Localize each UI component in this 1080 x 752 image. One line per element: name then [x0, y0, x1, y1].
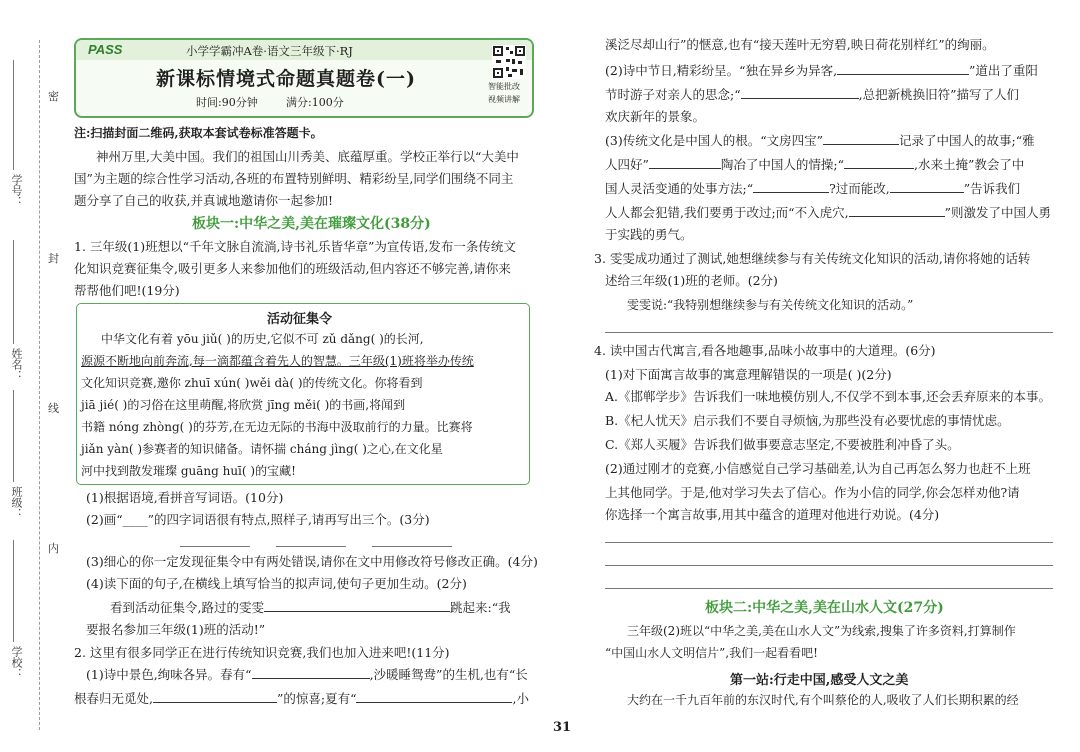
notice-line: 书籍 nóng zhòng( )的芬芳,在无边无际的书海中汲取前行的力量。比赛将 [81, 420, 473, 434]
school-line [13, 540, 14, 642]
option-a: A.《邯郸学步》告诉我们一味地模仿别人,不仅学不到本事,还会丢弃原来的本事。 [605, 389, 1051, 404]
notice-line: 源源不断地向前奔流,每一滴都蕴含着先人的智慧。三年级(1)班将举办传统 [81, 354, 474, 368]
poem-prompt: 节时游子对亲人的思念;“ ,总把新桃换旧符”描写了人们 [605, 84, 1019, 106]
answer-blank[interactable] [356, 688, 512, 703]
quote: 雯雯说:“我特别想继续参与有关传统文化知识的活动。” [627, 298, 914, 312]
qr-caption-video: 视频讲解 [488, 95, 520, 104]
culture-prompt: (3)传统文化是中国人的根。“文房四宝” 记录了中国人的故事;“雅 [605, 130, 1035, 152]
station-heading: 第一站:行走中国,感受人文之美 [730, 673, 909, 688]
culture-line: 于实践的勇气。 [605, 227, 693, 242]
class-line [13, 390, 14, 482]
page-number: 31 [553, 720, 572, 735]
subquestion: (1)根据语境,看拼音写词语。(10分) [86, 490, 284, 505]
question-3: 3. 雯雯成功通过了测试,她想继续参与有关传统文化知识的活动,请你将她的话转 [594, 251, 1031, 266]
subquestion: (4)读下面的句子,在横线上填写恰当的拟声词,使句子更加生动。(2分) [86, 576, 467, 591]
subquestion-line: 上其他同学。于是,他对学习失去了信心。作为小信的同学,你会怎样劝他?请 [605, 485, 1020, 500]
notice-line: 中华文化有着 yōu jiǔ( )的历史,它似不可 zǔ dǎng( )的长河, [101, 332, 424, 346]
answer-blank[interactable] [837, 60, 969, 75]
school-label: 学校： [10, 646, 23, 679]
intro-line: 国”为主题的综合性学习活动,各班的布置特别鲜明、精彩纷呈,同学们围绕不同主 [74, 171, 514, 186]
qr-code-icon[interactable] [492, 45, 526, 79]
question-1-line: 帮帮他们吧!(19分) [74, 283, 180, 298]
answer-blank[interactable] [741, 84, 859, 99]
culture-prompt: 国人灵活变通的处事方法;“ ?过而能改, ”告诉我们 [605, 178, 1020, 200]
notice-line: jiā jié( )的习俗在这里萌醒,将欣赏 jīng měi( )的书画,将闻到 [81, 398, 406, 412]
brand-logo: PASS [88, 42, 123, 57]
sentence-prompt: 要报名参加三年级(1)班的活动!” [86, 622, 266, 637]
answer-blank[interactable] [264, 597, 450, 612]
question-3-line: 述给三年级(1)班的老师。(2分) [605, 273, 778, 288]
answer-blank[interactable] [890, 178, 964, 193]
class-label: 班级： [10, 486, 23, 519]
answer-blank[interactable] [372, 546, 452, 547]
answer-blank[interactable] [649, 154, 721, 169]
student-id-label: 学号： [10, 174, 23, 207]
notice-line: jiǎn yàn( )参赛者的知识储备。请怀揣 cháng jìng( )之心,在文化星 [81, 442, 443, 456]
answer-line[interactable] [605, 542, 1053, 543]
scan-note: 注:扫描封面二维码,获取本套试卷标准答题卡。 [74, 126, 323, 140]
section-heading: 板块二:中华之美,美在山水人文(27分) [705, 600, 944, 616]
answer-line[interactable] [605, 588, 1053, 589]
name-line [13, 240, 14, 344]
intro-line: 神州万里,大美中国。我们的祖国山川秀美、底蕴厚重。学校正举行以“大美中 [96, 149, 519, 164]
culture-prompt: 人人都会犯错,我们要勇于改过;而“不入虎穴, ”则激发了中国人勇 [605, 202, 1051, 224]
poem-line: 欢庆新年的景象。 [605, 109, 706, 124]
poem-prompt: (2)诗中节日,精彩纷呈。“独在异乡为异客, ”道出了重阳 [605, 60, 1038, 82]
cut-mark: 内 [48, 542, 59, 555]
notice-title: 活动征集令 [267, 312, 333, 327]
culture-prompt: 人四好” 陶冶了中国人的情操;“ ,水来土掩”教会了中 [605, 154, 1024, 176]
question-2: 2. 这里有很多同学正在进行传统知识竞赛,我们也加入进来吧!(11分) [74, 645, 450, 660]
notice-box [76, 303, 530, 485]
exam-time: 时间:90分钟 [196, 96, 258, 109]
section-intro: “中国山水人文明信片”,我们一起看看吧! [605, 646, 818, 660]
full-score: 满分:100分 [286, 96, 344, 109]
cut-mark: 线 [48, 402, 59, 415]
header-box [74, 38, 534, 118]
qr-caption-grading: 智能批改 [488, 82, 520, 91]
name-label: 姓名： [10, 348, 23, 381]
passage-line: 大约在一千九百年前的东汉时代,有个叫蔡伦的人,吸收了人们长期积累的经 [627, 693, 1019, 707]
question-1-line: 化知识竞赛征集令,吸引更多人来参加他们的班级活动,但内容还不够完善,请你来 [74, 261, 511, 276]
cut-mark: 密 [48, 90, 59, 103]
answer-blank[interactable] [252, 664, 370, 679]
subquestion-line: 你选择一个寓言故事,用其中蕴含的道理对他进行劝说。(4分) [605, 507, 940, 522]
series-name: 小学学霸冲A卷·语文三年级下·RJ [186, 44, 353, 58]
answer-blank[interactable] [276, 546, 346, 547]
subquestion: (3)细心的你一定发现征集令中有两处错误,请你在文中用修改符号修改正确。(4分) [86, 554, 538, 569]
notice-line: 河中找到散发璀璨 guāng huī( )的宝藏! [81, 464, 296, 478]
section-heading: 板块一:中华之美,美在璀璨文化(38分) [192, 216, 431, 232]
student-id-line [13, 60, 14, 170]
answer-line[interactable] [605, 565, 1053, 566]
poem-line: 溪泛尽却山行”的惬意,也有“接天莲叶无穷碧,映日荷花别样红”的绚丽。 [605, 37, 995, 52]
answer-blank[interactable] [823, 130, 899, 145]
question-1: 1. 三年级(1)班想以“千年文脉自流淌,诗书礼乐皆华章”为宣传语,发布一条传统文 [74, 239, 516, 254]
option-c: C.《郑人买履》告诉我们做事要意志坚定,不要被胜利冲昏了头。 [605, 437, 960, 452]
answer-blank[interactable] [849, 202, 945, 217]
answer-blank[interactable] [844, 154, 914, 169]
subquestion: (1)对下面寓言故事的寓意理解错误的一项是( )(2分) [605, 367, 892, 382]
poem-prompt: (1)诗中景色,绚味各异。春有“ ,沙暖睡鸳鸯”的生机,也有“长 [86, 664, 528, 686]
binding-cut-line [39, 40, 40, 730]
notice-line: 文化知识竞赛,邀你 zhuī xún( )wěi dà( )的传统文化。你将看到 [81, 376, 423, 390]
option-b: B.《杞人忧天》启示我们不要自寻烦恼,为那些没有必要忧虑的事情忧虑。 [605, 413, 1010, 428]
sentence-prompt: 看到活动征集令,路过的雯雯 跳起来:“我 [110, 597, 511, 619]
intro-line: 题分享了自己的收获,并真诚地邀请你一起参加! [74, 193, 333, 208]
answer-blank[interactable] [753, 178, 829, 193]
question-4: 4. 读中国古代寓言,看各地趣事,品味小故事中的大道理。(6分) [594, 343, 936, 358]
page-title: 新课标情境式命题真题卷(一) [156, 68, 416, 90]
cut-mark: 封 [48, 252, 59, 265]
answer-blank[interactable] [180, 546, 250, 547]
answer-blank[interactable] [153, 688, 277, 703]
poem-prompt: 根春归无觅处, ”的惊喜;夏有“ ,小 [74, 688, 529, 710]
subquestion: (2)通过刚才的竞赛,小信感觉自己学习基础差,认为自己再怎么努力也赶不上班 [605, 461, 1031, 476]
answer-line[interactable] [605, 332, 1053, 333]
subquestion: (2)画“____”的四字词语很有特点,照样子,请再写出三个。(3分) [86, 512, 430, 527]
section-intro: 三年级(2)班以“中华之美,美在山水人文”为线索,搜集了许多资料,打算制作 [627, 624, 1016, 638]
